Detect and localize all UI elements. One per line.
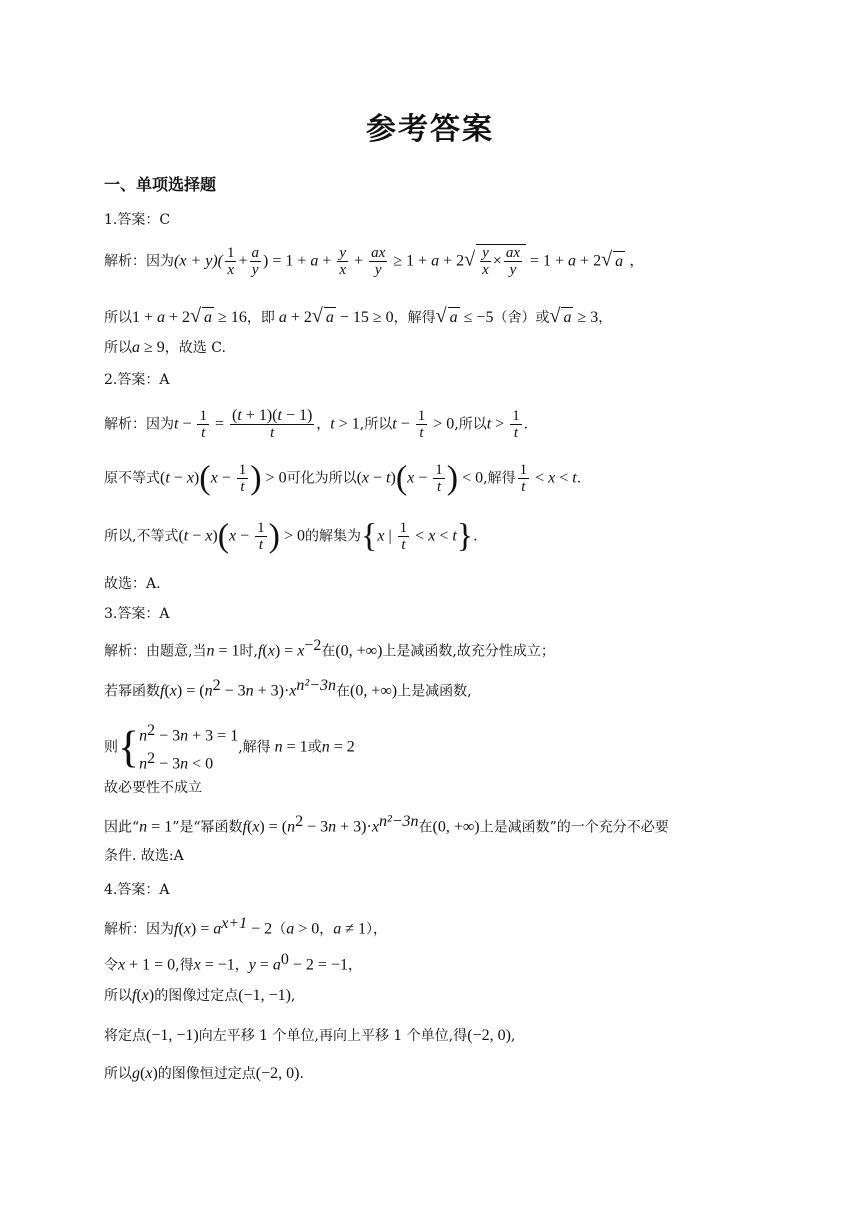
q2-answer: 2.答案：A xyxy=(104,372,170,388)
q4-line-3: 所以f(x)的图像过定点(−1, −1), xyxy=(104,987,296,1004)
page-title: 参考答案 xyxy=(366,112,494,147)
q3-line-6: 条件. 故选:A xyxy=(104,848,184,864)
q1-line-2: 所以1 + a + 2√ a ≥ 16，即 a + 2√ a − 15 ≥ 0，解得√ a ≤ −5（舍）或√ a ≥ 3， xyxy=(104,305,613,327)
q3-line-5: 因此“n = 1”是“幂函数$f(x) = (n^2 - 3n + 3)\cdot x^{n^2-3n}$在(0, +∞)上是减函数”的一个充分不必要 xyxy=(104,813,669,836)
q1-answer: 1.答案：C xyxy=(104,212,171,228)
q1-analysis-line: 解析：因为(x + y)( $\frac{1}{x}$ + $\frac{a}{y}$ ) = 1 + a + $\frac{y}{x}$ + $\frac{ax}{y}$ ≥ 1 + a + 2√ $\frac{y}{x}$ × $\frac{ax}{y}$ = 1 + a + 2√ a ， xyxy=(104,245,644,278)
q2-line-1: 解析：因为t − $\frac{1}{t}$ = $\frac{(t + 1)(t - 1)}{t}$ ，t > 1,所以t − $\frac{1}{t}$ > 0,所以t > $\frac{1}{t}$ . xyxy=(104,407,529,441)
q3-line-3: 则{ $n^2 - 3n + 3 = 1$ $n^2 - 3n < 0$ ,解得 n = 1或n = 2 xyxy=(104,722,355,773)
q4-line-1: 解析：因为$f(x) = a^{x+1} - 2(a > 0$，a ≠ 1）， xyxy=(104,915,387,938)
q4-line-5: 所以g(x)的图像恒过定点(−2, 0). xyxy=(104,1065,304,1082)
q3-line-2: 若幂函数$f(x) = (n^2 - 3n + 3)\cdot x^{n^2-3n}$在(0, +∞)上是减函数, xyxy=(104,677,472,700)
q3-line-1: 解析：由题意,当n = 1时$,f(x) = x^{-2}$在(0, +∞)上是减函数,故充分性成立； xyxy=(104,637,555,660)
q2-line-2: 原不等式(t − x)(x − $\frac{1}{t}$ ) > 0可化为所以(x − t)(x − $\frac{1}{t}$ ) < 0,解得 $\frac{1}{t}$ < x < t. xyxy=(104,459,582,497)
q3-answer: 3.答案：A xyxy=(104,606,170,622)
q4-line-2: 令x + 1 = 0,得x = −1，$y = a^0 - 2 = -1$， xyxy=(104,951,362,974)
q2-conclusion: 故选：A. xyxy=(104,576,161,592)
section-heading: 一、单项选择题 xyxy=(104,175,217,194)
q3-line-4: 故必要性不成立 xyxy=(104,780,202,796)
q1-line-3: 所以a ≥ 9，故选 C. xyxy=(104,339,226,356)
q4-answer: 4.答案：A xyxy=(104,882,170,898)
q2-line-3: 所以,不等式(t − x)(x − $\frac{1}{t}$ ) > 0的解集为{x | $\frac{1}{t}$ < x < t}. xyxy=(104,517,478,555)
q4-line-4: 将定点(−1, −1)向左平移 1 个单位,再向上平移 1 个单位,得(−2, 0), xyxy=(104,1027,516,1044)
